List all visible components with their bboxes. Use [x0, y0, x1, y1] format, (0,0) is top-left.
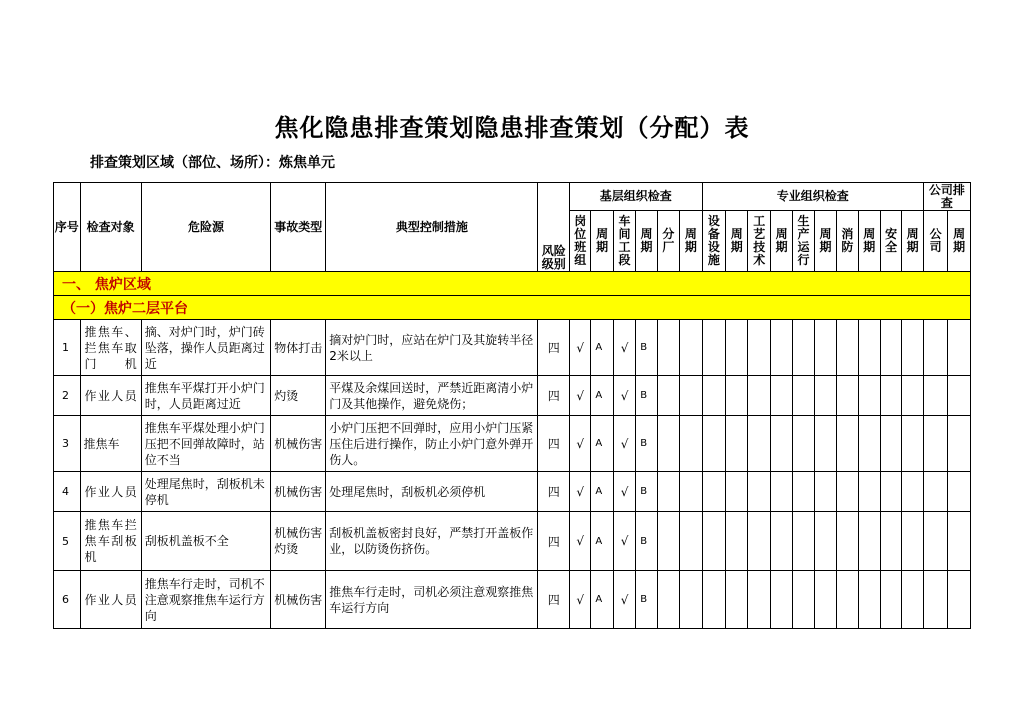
branch-header: 分厂 [657, 211, 679, 272]
header-row-1 [54, 183, 971, 211]
row-accident: 灼烫 [271, 376, 326, 416]
row-risk: 四 [538, 472, 570, 512]
row-risk: 四 [538, 416, 570, 472]
period-value: B [636, 512, 657, 571]
check-mark: √ [570, 571, 591, 629]
period-header: 周期 [902, 211, 923, 272]
page-title: 焦化隐患排查策划隐患排查策划（分配）表 [274, 114, 750, 142]
check-mark: √ [613, 320, 635, 376]
equipment-header: 设备设施 [702, 211, 725, 272]
grass-group-header: 基层组织检查 [570, 183, 703, 211]
row-hazard: 推焦车行走时，司机不注意观察推焦车运行方向 [141, 571, 271, 629]
check-mark: √ [570, 512, 591, 571]
tech-header: 工艺技术 [748, 211, 770, 272]
period-header: 周期 [726, 211, 748, 272]
post-header: 岗位班组 [570, 211, 591, 272]
row-object: 推焦车 [80, 416, 141, 472]
row-object: 作业人员 [80, 472, 141, 512]
check-mark: √ [570, 320, 591, 376]
company-group-header: 公司排查 [923, 183, 970, 211]
company-header: 公司 [923, 211, 947, 272]
check-mark: √ [613, 472, 635, 512]
pro-group-header: 专业组织检查 [702, 183, 923, 211]
row-number: 2 [54, 376, 81, 416]
row-hazard: 刮板机盖板不全 [141, 512, 271, 571]
section-title: 一、 焦炉区域 [54, 272, 971, 296]
period-value: B [636, 416, 657, 472]
check-mark: √ [570, 472, 591, 512]
period-header: 周期 [680, 211, 703, 272]
col-measures-header: 典型控制措施 [326, 183, 538, 272]
row-measure: 平煤及余煤回送时，严禁近距离清小炉门及其他操作，避免烧伤； [326, 376, 538, 416]
row-number: 4 [54, 472, 81, 512]
table-row [54, 571, 971, 629]
area-subtitle: 排查策划区域（部位、场所）：炼焦单元 [90, 155, 335, 171]
col-seq-header: 序号 [54, 183, 81, 272]
check-mark: √ [613, 512, 635, 571]
row-risk: 四 [538, 571, 570, 629]
row-hazard: 推焦车平煤处理小炉门压把不回弹故障时，站位不当 [141, 416, 271, 472]
row-hazard: 摘、对炉门时，炉门砖坠落，操作人员距离过近 [141, 320, 271, 376]
period-header: 周期 [636, 211, 657, 272]
period-value: B [636, 320, 657, 376]
subsection-title: （一）焦炉二层平台 [54, 296, 971, 320]
row-accident: 物体打击 [271, 320, 326, 376]
row-measure: 处理尾焦时，刮板机必须停机 [326, 472, 538, 512]
period-value: A [591, 512, 613, 571]
period-value: A [591, 320, 613, 376]
check-mark: √ [570, 376, 591, 416]
period-value: B [636, 571, 657, 629]
row-number: 6 [54, 571, 81, 629]
production-header: 生产运行 [793, 211, 814, 272]
row-measure: 摘对炉门时，应站在炉门及其旋转半径 2米以上 [326, 320, 538, 376]
period-header: 周期 [948, 211, 971, 272]
period-value: B [636, 376, 657, 416]
row-hazard: 处理尾焦时，刮板机未停机 [141, 472, 271, 512]
period-header: 周期 [814, 211, 836, 272]
row-risk: 四 [538, 376, 570, 416]
row-object: 作业人员 [80, 571, 141, 629]
check-mark: √ [613, 416, 635, 472]
period-value: A [591, 416, 613, 472]
fire-header: 消防 [837, 211, 858, 272]
section-row [54, 272, 971, 296]
row-accident: 机械伤害 [271, 571, 326, 629]
row-measure: 推焦车行走时，司机必须注意观察推焦车运行方向 [326, 571, 538, 629]
row-number: 3 [54, 416, 81, 472]
row-measure: 刮板机盖板密封良好，严禁打开盖板作业，以防烫伤挤伤。 [326, 512, 538, 571]
workshop-header: 车间工段 [613, 211, 635, 272]
table-row [54, 320, 971, 376]
col-hazard-header: 危险源 [141, 183, 271, 272]
hazard-plan-table [53, 182, 971, 629]
row-risk: 四 [538, 512, 570, 571]
row-accident: 机械伤害 [271, 472, 326, 512]
check-mark: √ [613, 571, 635, 629]
period-value: A [591, 376, 613, 416]
row-hazard: 推焦车平煤打开小炉门时，人员距离过近 [141, 376, 271, 416]
period-header: 周期 [770, 211, 792, 272]
section-row [54, 296, 971, 320]
row-object: 推焦车、拦焦车取门机 [80, 320, 141, 376]
row-risk: 四 [538, 320, 570, 376]
row-object: 推焦车拦焦车刮板机 [80, 512, 141, 571]
table-row [54, 472, 971, 512]
col-accident-header: 事故类型 [271, 183, 326, 272]
period-header: 周期 [858, 211, 880, 272]
check-mark: √ [613, 376, 635, 416]
col-object-header: 检查对象 [80, 183, 141, 272]
period-value: A [591, 472, 613, 512]
row-number: 5 [54, 512, 81, 571]
row-accident: 机械伤害 [271, 416, 326, 472]
period-header: 周期 [591, 211, 613, 272]
row-measure: 小炉门压把不回弹时，应用小炉门压紧压住后进行操作，防止小炉门意外弹开伤人。 [326, 416, 538, 472]
table-row [54, 416, 971, 472]
row-number: 1 [54, 320, 81, 376]
safety-header: 安全 [880, 211, 901, 272]
table-row [54, 376, 971, 416]
period-value: A [591, 571, 613, 629]
row-object: 作业人员 [80, 376, 141, 416]
row-accident: 机械伤害灼烫 [271, 512, 326, 571]
table-row [54, 512, 971, 571]
period-value: B [636, 472, 657, 512]
col-risk-header: 风险级别 [538, 183, 570, 272]
check-mark: √ [570, 416, 591, 472]
